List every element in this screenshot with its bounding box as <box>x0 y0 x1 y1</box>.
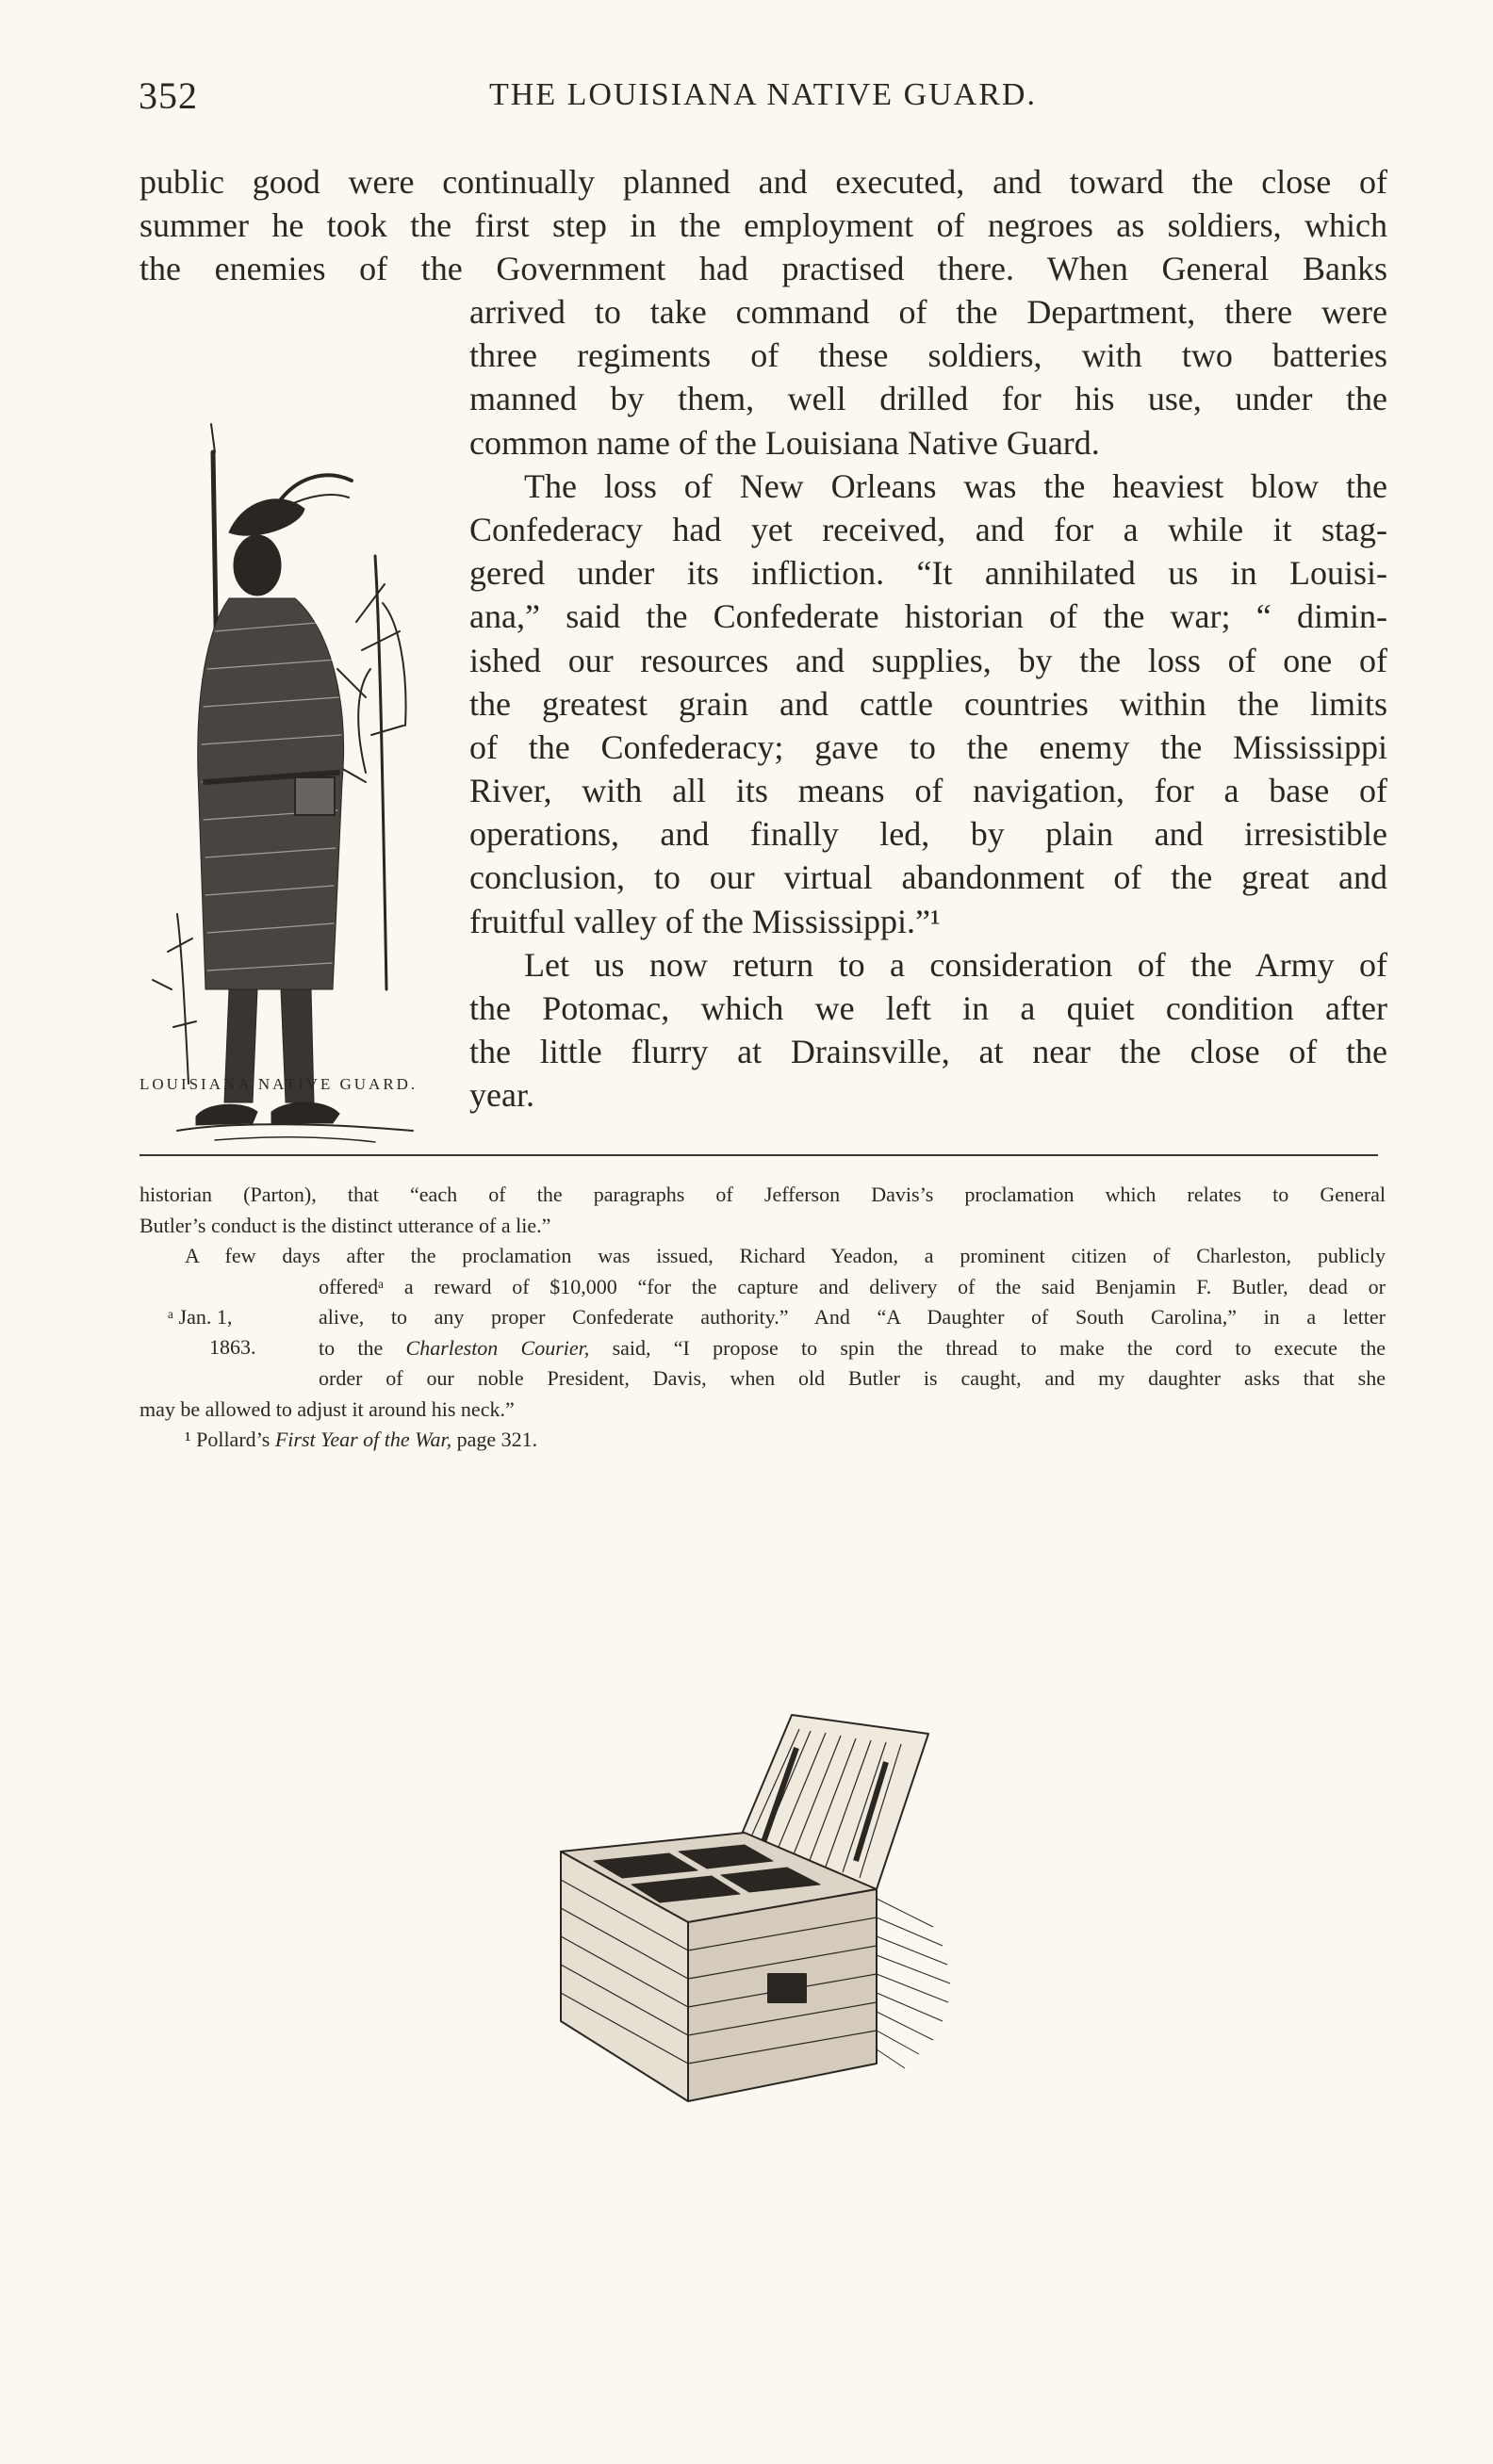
footnote-line: alive, to any proper Confederate authority.” And “A Daughter of South Carolina,” in a letter <box>319 1305 1386 1329</box>
body-line: The loss of New Orleans was the heaviest blow the <box>524 466 1387 505</box>
body-line: Confederacy had yet received, and for a while it stag- <box>469 510 1387 548</box>
footnote-line: order of our noble President, Davis, when old Butler is caught, and my daughter asks that she <box>319 1366 1386 1390</box>
footnotes <box>139 1180 1386 1456</box>
body-line: the little flurry at Drainsville, at near the close of the <box>469 1033 1387 1071</box>
body-line: the Potomac, which we left in a quiet condition after <box>469 989 1387 1027</box>
footnote-fragment: page 321. <box>456 1428 538 1451</box>
footnote-rule <box>139 1154 1378 1156</box>
footnote-fragment: ¹ Pollard’s <box>185 1428 271 1451</box>
page-number: 352 <box>139 74 198 117</box>
body-line: the enemies of the Government had practised there. When General Banks <box>139 250 1387 288</box>
body-line: public good were continually planned and executed, and toward the close of <box>139 163 1387 201</box>
text-column <box>469 290 1387 1118</box>
body-line: the greatest grain and cattle countries within the limits <box>469 684 1387 723</box>
footnote-line: A few days after the proclamation was issued, Richard Yeadon, a prominent citizen of Charleston, publicly <box>185 1244 1386 1267</box>
footnote-fragment: said, “I propose to spin the thread to make the cord to execute the <box>612 1335 1386 1360</box>
body-line: conclusion, to our virtual abandonment of the great and <box>469 858 1387 897</box>
book-title: First Year of the War, <box>274 1428 452 1451</box>
body-line: River, with all its means of navigation, for a base of <box>469 772 1387 810</box>
body-line: Let us now return to a consideration of the Army of <box>524 945 1387 984</box>
page-header <box>139 73 1387 121</box>
body-line: of the Confederacy; gave to the enemy the Mississippi <box>469 727 1387 766</box>
footnote-line: may be allowed to adjust it around his neck.” <box>139 1396 515 1421</box>
footnote-line <box>139 1425 1386 1456</box>
running-title: THE LOUISIANA NATIVE GUARD. <box>489 77 1037 112</box>
body-line: common name of the Louisiana Native Guard. <box>469 423 1100 462</box>
body-line: summer he took the first step in the employment of negroes as soldiers, which <box>139 206 1387 245</box>
body-line: ished our resources and supplies, by the loss of one of <box>469 641 1387 679</box>
body-line: operations, and finally led, by plain and irresistible <box>469 815 1387 854</box>
margin-note-year: 1863. <box>209 1335 256 1359</box>
body-line: ana,” said the Confederate historian of the war; “ dimin- <box>469 597 1387 636</box>
body-line: fruitful valley of the Mississippi.”¹ <box>469 902 941 940</box>
footnote-line: historian (Parton), that “each of the paragraphs of Jefferson Davis’s proclamation which relates to General <box>139 1183 1386 1206</box>
body-line: arrived to take command of the Department, there were <box>469 293 1387 331</box>
soldier-caption: LOUISIANA NATIVE GUARD. <box>139 1075 418 1093</box>
newspaper-title: Charleston Courier, <box>405 1335 590 1360</box>
footnote-fragment: to the <box>319 1335 384 1360</box>
chest-engraving <box>556 1710 971 2106</box>
body-line: year. <box>469 1076 534 1115</box>
footnote-line <box>139 1333 1386 1364</box>
body-line: gered under its infliction. “It annihilated us in Louisi- <box>469 554 1387 593</box>
body-text <box>139 160 1387 1115</box>
body-line: three regiments of these soldiers, with two batteries <box>469 336 1387 375</box>
margin-note-date: ᵃ Jan. 1, <box>168 1305 233 1329</box>
body-line: manned by them, well drilled for his use, under the <box>469 380 1387 418</box>
footnote-line: Butler’s conduct is the distinct utterance of a lie.” <box>139 1213 551 1237</box>
footnote-line: offeredᵃ a reward of $10,000 “for the capture and delivery of the said Benjamin F. Butler, dead or <box>319 1274 1386 1298</box>
